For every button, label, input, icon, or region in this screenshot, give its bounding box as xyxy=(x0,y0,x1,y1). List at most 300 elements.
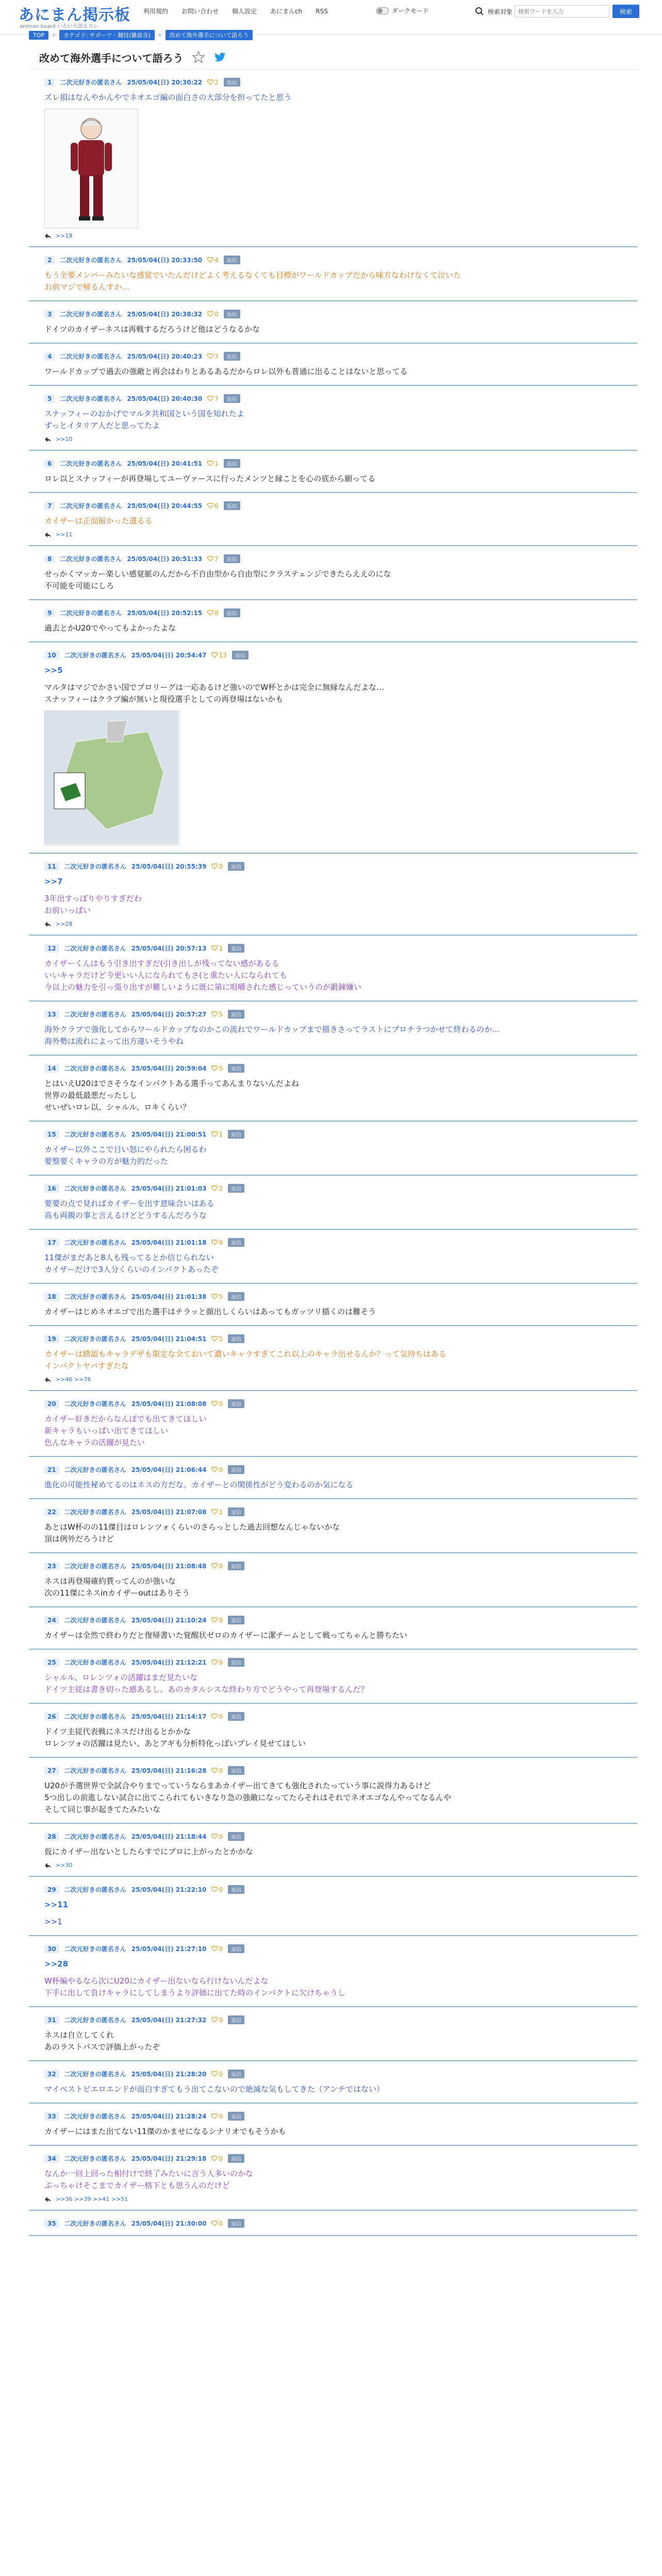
nav-contact[interactable]: お問い合わせ xyxy=(181,8,219,15)
post-header xyxy=(44,501,637,510)
post-author: 二次元好きの匿名さん xyxy=(64,2071,126,2078)
reply-button[interactable]: 返信 xyxy=(224,501,240,510)
post-number[interactable]: 18 xyxy=(44,1293,59,1301)
post-date: 25/05/04(日) 20:41:51 xyxy=(127,460,203,467)
post-body: あとはW杯のの11傑目はロレンツォくらいのさらっとした過去回想なんじゃないかな 頂は例外だろうけど xyxy=(44,1522,340,1544)
post-date: 25/05/04(日) 20:57:27 xyxy=(131,1011,207,1018)
post-number[interactable]: 12 xyxy=(44,944,59,953)
reply-links[interactable] xyxy=(44,436,637,443)
heart-icon xyxy=(211,863,218,869)
post-item xyxy=(29,936,637,1002)
post-author: 二次元好きの匿名さん xyxy=(64,1335,126,1343)
like-counter[interactable] xyxy=(211,1713,223,1720)
reply-button[interactable]: 返信 xyxy=(228,862,244,871)
heart-icon xyxy=(211,2113,218,2119)
post-date: 25/05/04(日) 21:22:10 xyxy=(131,1886,207,1893)
breadcrumb-category[interactable]: カテゴリ: サポーツ・競技(雑談含) xyxy=(59,30,155,40)
heart-icon xyxy=(207,461,213,466)
post-date: 25/05/04(日) 21:18:44 xyxy=(131,1833,207,1840)
heart-icon xyxy=(211,1294,218,1299)
reply-links[interactable] xyxy=(44,232,637,239)
like-count: 0 xyxy=(219,1466,223,1473)
heart-icon xyxy=(207,311,213,317)
reply-button[interactable]: 返信 xyxy=(228,2219,244,2228)
reply-button[interactable]: 返信 xyxy=(228,1658,244,1667)
reply-button[interactable]: 返信 xyxy=(228,1885,244,1894)
reply-arrow-icon xyxy=(44,921,52,927)
post-author: 二次元好きの匿名さん xyxy=(64,1400,126,1408)
dark-mode-toggle[interactable] xyxy=(376,6,429,15)
post-item xyxy=(29,1553,637,1607)
post-header xyxy=(44,1399,637,1408)
post-item xyxy=(29,2104,637,2146)
like-count: 0 xyxy=(219,2016,223,2024)
post-author: 二次元好きの匿名さん xyxy=(60,502,122,510)
heart-icon xyxy=(211,1617,218,1623)
post-item xyxy=(29,386,637,451)
reply-button[interactable]: 返信 xyxy=(224,608,240,617)
post-header xyxy=(44,1616,637,1624)
reply-button[interactable]: 返信 xyxy=(228,1507,244,1516)
post-header xyxy=(44,608,637,617)
character-image[interactable] xyxy=(44,109,138,228)
reply-button[interactable]: 返信 xyxy=(228,1465,244,1474)
post-item xyxy=(29,2146,637,2211)
post-header xyxy=(44,1885,637,1894)
like-counter[interactable] xyxy=(207,460,219,467)
post-date: 25/05/04(日) 21:27:32 xyxy=(131,2016,207,2024)
post-body: シャルル、ロレンツォの活躍はまだ見たいな ドイツ主従は書き切った感あるし、あのカタルシスな終わり方でどうやって再登場するんだ？ xyxy=(44,1673,369,1694)
reply-button[interactable]: 返信 xyxy=(224,394,240,403)
post-item xyxy=(29,1758,637,1824)
post-number[interactable]: 10 xyxy=(44,651,59,659)
nav-settings[interactable]: 個人設定 xyxy=(232,8,257,15)
post-author: 二次元好きの匿名さん xyxy=(64,1617,126,1624)
post-body: カイザーは踏認もキャラデザも限定な全ておいて濃いキャラすぎてこれ以上のキャラ出せるんか？って気持ちはある インパクトヤバすぎたな xyxy=(44,1349,446,1370)
post-item xyxy=(29,451,637,493)
post-header xyxy=(44,2154,637,2163)
like-count: 3 xyxy=(214,352,219,360)
like-counter[interactable] xyxy=(211,1065,223,1072)
post-date: 25/05/04(日) 20:55:39 xyxy=(131,863,207,870)
like-counter[interactable] xyxy=(211,2113,223,2120)
post-body: ズレ損はなんやかんやでネオエゴ編の面白さの大部分を担ってたと思う xyxy=(44,93,292,102)
like-counter[interactable] xyxy=(207,395,219,402)
post-header xyxy=(44,1130,637,1139)
reply-button[interactable]: 返信 xyxy=(228,1712,244,1721)
heart-icon xyxy=(211,1509,218,1515)
like-count: 5 xyxy=(219,1293,223,1300)
post-body: マルタはマジでかさい国でプロリーグは一応あるけど強いのでW杯とかは完全に無縁なんだよな… スナッフィーはクラブ編が無いと現役選手としての再登場はないかも xyxy=(44,683,385,704)
post-number[interactable]: 7 xyxy=(44,502,55,510)
post-date: 25/05/04(日) 21:10:24 xyxy=(131,1617,207,1624)
post-author: 二次元好きの匿名さん xyxy=(64,863,126,870)
heart-icon xyxy=(207,79,213,85)
europe-map-image[interactable] xyxy=(44,710,179,845)
like-count: 0 xyxy=(219,2112,223,2120)
reply-link-text[interactable]: >>10 xyxy=(56,436,73,443)
post-number[interactable]: 11 xyxy=(44,862,59,871)
like-counter[interactable] xyxy=(211,2220,223,2227)
post-body: カイザーは全然で終わりだと復帰書いた覚醒状ゼロのカイザーに潔チームとして戦ってちゃんと勝ちたい xyxy=(44,1631,408,1640)
nav-terms[interactable]: 利用規約 xyxy=(143,8,169,15)
heart-icon xyxy=(211,2221,218,2226)
like-counter[interactable] xyxy=(207,502,219,510)
post-body: ネスは再登場確約貰ってんのが強いな 次の11傑にネスinカイザーoutはありそう xyxy=(44,1577,190,1598)
post-item xyxy=(29,546,637,600)
like-count: 9 xyxy=(219,1239,223,1246)
post-date: 25/05/04(日) 21:30:00 xyxy=(131,2220,207,2227)
post-body: カイザーはじめネオエゴで出た選手はチラッと顔出しくらいはあってもガッツリ描くのは難そう xyxy=(44,1307,376,1316)
heart-icon xyxy=(211,1467,218,1472)
post-body: カイザーにはまた出てない11傑のかませになるシナリオでもそうかも xyxy=(44,2127,286,2136)
reply-button[interactable]: 返信 xyxy=(224,310,240,318)
like-counter[interactable] xyxy=(211,945,223,952)
post-author: 二次元好きの匿名さん xyxy=(64,1833,126,1840)
post-header xyxy=(44,1184,637,1193)
post-number[interactable]: 35 xyxy=(44,2219,59,2228)
post-header xyxy=(44,2015,637,2024)
post-author: 二次元好きの匿名さん xyxy=(60,555,122,563)
post-date: 25/05/04(日) 20:51:33 xyxy=(127,555,203,563)
post-body: カイザーは正面揃かった遺るる xyxy=(44,516,153,526)
like-count: 0 xyxy=(219,862,223,870)
post-number[interactable]: 22 xyxy=(44,1508,59,1516)
post-anchor[interactable]: >>5 xyxy=(44,666,63,675)
reply-button[interactable]: 返信 xyxy=(228,1944,244,1953)
reply-button[interactable]: 返信 xyxy=(224,352,240,361)
like-counter[interactable] xyxy=(207,555,219,563)
like-count: 1 xyxy=(219,944,223,952)
like-counter[interactable] xyxy=(211,1563,223,1570)
post-body: U20が予選世界で全試合やりまでっていうならまあカイザー出てきても強化されたっていう事に説得力あるけど 5つ出しの前進しない試合に出てこられてもいきなり急の強敵になってたらそれはそれでネオエゴなんやってなるんや そして同じ事が起きてたみたいな xyxy=(44,1781,451,1814)
heart-icon xyxy=(207,503,213,509)
like-count: 7 xyxy=(214,555,219,563)
breadcrumb-top[interactable]: TOP xyxy=(29,31,48,40)
post-number[interactable]: 3 xyxy=(44,310,55,318)
post-body: 仮にカイザー出ないとしたらすでにプロに上がったとかかな xyxy=(44,1847,254,1856)
like-count: 0 xyxy=(219,1658,223,1666)
post-body: とはいえU20はでさそうなインパクトある選手ってあんまりないんだよね 世界の最低最悪だったしし せいぜいロレ以、シャルル、ロキくらい？ xyxy=(44,1079,300,1112)
reply-button[interactable]: 返信 xyxy=(224,78,240,87)
reply-button[interactable]: 返信 xyxy=(228,1238,244,1247)
like-counter[interactable] xyxy=(211,1886,223,1893)
like-count: 0 xyxy=(219,2070,223,2078)
reply-arrow-icon xyxy=(44,233,52,239)
post-number[interactable]: 14 xyxy=(44,1064,59,1073)
post-date: 25/05/04(日) 20:54:47 xyxy=(131,652,207,659)
reply-button[interactable]: 返信 xyxy=(228,1334,244,1343)
reply-button[interactable]: 返信 xyxy=(228,1184,244,1193)
post-header xyxy=(44,1010,637,1019)
post-number[interactable]: 17 xyxy=(44,1239,59,1247)
post-item xyxy=(29,1650,637,1704)
breadcrumb-thread[interactable]: 改めて海外選手について語ろう xyxy=(166,30,253,40)
like-counter[interactable] xyxy=(207,257,219,264)
post-number[interactable]: 27 xyxy=(44,1767,59,1775)
reply-button[interactable]: 返信 xyxy=(228,1832,244,1841)
post-number[interactable]: 24 xyxy=(44,1616,59,1624)
like-count: 2 xyxy=(214,78,219,86)
like-count: 1 xyxy=(219,1130,223,1138)
reply-links[interactable] xyxy=(44,921,637,927)
heart-icon xyxy=(211,1659,218,1665)
post-body: 海外クラブで強化してからワールドカップなのかこの流れでワールドカップまで描きさってラストにプロチラつかせて終わるのか… 海外勢は流れによって出方違いそうやね xyxy=(44,1025,500,1046)
heart-icon xyxy=(211,1065,218,1071)
reply-button[interactable]: 返信 xyxy=(228,1766,244,1775)
post-number[interactable]: 6 xyxy=(44,460,55,468)
heart-icon xyxy=(211,2017,218,2023)
post-author: 二次元好きの匿名さん xyxy=(64,1509,126,1516)
post-author: 二次元好きの匿名さん xyxy=(64,2155,126,2162)
reply-button[interactable]: 返信 xyxy=(228,1010,244,1019)
post-item xyxy=(29,1499,637,1553)
post-header xyxy=(44,1334,637,1343)
like-count: 13 xyxy=(219,651,227,659)
thread-main xyxy=(29,45,637,2236)
like-counter[interactable] xyxy=(211,1131,223,1138)
post-date: 25/05/04(日) 21:00:51 xyxy=(131,1131,207,1138)
post-author: 二次元好きの匿名さん xyxy=(64,2016,126,2024)
like-count: 0 xyxy=(219,2155,223,2162)
reply-link-text[interactable]: >>28 xyxy=(56,921,73,927)
like-counter[interactable] xyxy=(211,652,226,659)
post-header xyxy=(44,862,637,871)
post-number[interactable]: 15 xyxy=(44,1130,59,1139)
reply-button[interactable]: 返信 xyxy=(224,256,240,264)
post-date: 25/05/04(日) 21:07:08 xyxy=(131,1509,207,1516)
search-icon xyxy=(474,6,485,16)
post-number[interactable]: 2 xyxy=(44,256,55,264)
post-item xyxy=(29,70,637,247)
post-item xyxy=(29,1230,637,1284)
like-counter[interactable] xyxy=(211,1466,223,1473)
post-date: 25/05/04(日) 20:52:15 xyxy=(127,609,203,617)
reply-links[interactable] xyxy=(44,531,637,538)
reply-button[interactable]: 返信 xyxy=(224,459,240,468)
post-date: 25/05/04(日) 21:14:17 xyxy=(131,1713,207,1720)
post-body: 過去とかU20でやってもよかったよな xyxy=(44,623,176,633)
like-count: 5 xyxy=(219,1064,223,1072)
post-author: 二次元好きの匿名さん xyxy=(64,1886,126,1893)
post-header xyxy=(44,2219,637,2228)
post-anchor[interactable]: >>11 xyxy=(44,1900,69,1909)
post-header xyxy=(44,78,637,87)
post-header xyxy=(44,1465,637,1474)
reply-links[interactable] xyxy=(44,2196,637,2202)
post-number[interactable]: 20 xyxy=(44,1400,59,1408)
reply-links[interactable] xyxy=(44,1862,637,1869)
post-number[interactable]: 19 xyxy=(44,1335,59,1343)
post-number[interactable]: 9 xyxy=(44,609,55,617)
like-counter[interactable] xyxy=(211,1617,223,1624)
reply-button[interactable]: 返信 xyxy=(228,1130,244,1139)
post-body: 進化の可能性秘めてるのはネスの方だな。カイザーとの関係性がどう変わるのか気になる xyxy=(44,1480,354,1489)
post-item xyxy=(29,2211,637,2236)
post-body: 3年出すっぽりやりすぎだわ お前いっぱい xyxy=(44,894,142,915)
post-number[interactable]: 4 xyxy=(44,352,55,361)
like-count: 7 xyxy=(214,395,219,402)
reply-link-text[interactable]: >>46 >>76 xyxy=(56,1376,91,1383)
nav-animanch[interactable]: あにまんch xyxy=(270,8,303,15)
reply-button[interactable]: 返信 xyxy=(228,2015,244,2024)
post-number[interactable]: 13 xyxy=(44,1010,59,1019)
post-body: ロレ以とスナッフィーが再登場してユーヴァースに行ったメンツと縁ことを心の底から願ってる xyxy=(44,474,376,483)
post-number[interactable]: 21 xyxy=(44,1466,59,1474)
like-counter[interactable] xyxy=(211,1659,223,1666)
like-counter[interactable] xyxy=(207,79,219,86)
heart-icon xyxy=(211,2071,218,2077)
post-number[interactable]: 32 xyxy=(44,2070,59,2078)
twitter-share-icon[interactable] xyxy=(213,50,227,64)
post-header xyxy=(44,1658,637,1667)
post-item xyxy=(29,1936,637,2007)
like-counter[interactable] xyxy=(211,1400,223,1408)
toggle-switch[interactable] xyxy=(376,7,389,14)
like-counter[interactable] xyxy=(211,863,223,870)
post-number[interactable]: 30 xyxy=(44,1945,59,1953)
post-number[interactable]: 33 xyxy=(44,2112,59,2121)
post-author: 二次元好きの匿名さん xyxy=(64,1185,126,1192)
like-counter[interactable] xyxy=(211,2016,223,2024)
favorite-star-icon[interactable] xyxy=(192,50,205,64)
post-header xyxy=(44,2112,637,2121)
post-header xyxy=(44,1944,637,1953)
like-counter[interactable] xyxy=(207,311,219,318)
post-date: 25/05/04(日) 21:08:48 xyxy=(131,1563,207,1570)
like-counter[interactable] xyxy=(211,1239,223,1246)
like-counter[interactable] xyxy=(211,1335,223,1343)
reply-button[interactable]: 返信 xyxy=(228,1562,244,1570)
reply-button[interactable]: 返信 xyxy=(228,1616,244,1624)
like-counter[interactable] xyxy=(211,1767,223,1774)
post-number[interactable]: 5 xyxy=(44,395,55,403)
post-author: 二次元好きの匿名さん xyxy=(64,1239,126,1246)
reply-button[interactable]: 返信 xyxy=(228,2154,244,2163)
post-body: ドイツ主従代表戦にネスだけ出るとかかな ロレンツォの活躍は見たい、あとアギも分析特化っぽいプレイ見せてほしい xyxy=(44,1727,306,1748)
reply-link-text[interactable]: >>30 xyxy=(56,1862,73,1869)
reply-links[interactable] xyxy=(44,1376,637,1383)
reply-link-text[interactable]: >>11 xyxy=(56,531,73,538)
reply-arrow-icon xyxy=(44,2196,52,2202)
heart-icon xyxy=(211,1946,218,1952)
post-number[interactable]: 1 xyxy=(44,78,55,87)
post-number[interactable]: 34 xyxy=(44,2155,59,2163)
post-author: 二次元好きの匿名さん xyxy=(64,945,126,952)
like-counter[interactable] xyxy=(207,353,219,360)
post-author: 二次元好きの匿名さん xyxy=(64,1293,126,1300)
search-input[interactable] xyxy=(515,5,609,18)
post-anchor[interactable]: >>7 xyxy=(44,877,63,886)
heart-icon xyxy=(211,1887,218,1892)
post-anchor[interactable]: >>28 xyxy=(44,1959,69,1969)
post-number[interactable]: 23 xyxy=(44,1562,59,1570)
post-author: 二次元好きの匿名さん xyxy=(64,2220,126,2227)
post-header xyxy=(44,2070,637,2078)
site-logo[interactable]: あにまん掲示板 xyxy=(19,6,130,24)
post-header xyxy=(44,1238,637,1247)
post-item xyxy=(29,2061,637,2104)
post-header xyxy=(44,1064,637,1073)
post-body: >>1 xyxy=(44,1917,62,1926)
like-counter[interactable] xyxy=(211,1185,223,1192)
post-body: W杯編やるなら次にU20にカイザー出ないなら行けないんだよな 下手に出して負けキャラにしてしまうより評価に出てた時のインパクトに欠けちゃうし xyxy=(44,1976,345,1997)
post-date: 25/05/04(日) 20:44:55 xyxy=(127,502,203,510)
header-nav xyxy=(137,6,335,16)
like-counter[interactable] xyxy=(211,2155,223,2162)
post-header xyxy=(44,459,637,468)
heart-icon xyxy=(211,1336,218,1342)
post-number[interactable]: 8 xyxy=(44,555,55,563)
post-body: ドイツのカイザーネスは再戦するだろうけど他はどうなるかな xyxy=(44,325,260,334)
like-counter[interactable] xyxy=(211,1293,223,1300)
heart-icon xyxy=(207,257,213,263)
post-item xyxy=(29,2007,637,2061)
reply-link-text[interactable]: >>19 xyxy=(56,232,73,239)
nav-rss[interactable]: RSS xyxy=(316,8,328,15)
reply-button[interactable]: 返信 xyxy=(224,554,240,563)
post-date: 25/05/04(日) 20:40:30 xyxy=(127,395,203,402)
post-author: 二次元好きの匿名さん xyxy=(64,2113,126,2120)
like-counter[interactable] xyxy=(207,609,219,617)
post-number[interactable]: 16 xyxy=(44,1184,59,1193)
like-counter[interactable] xyxy=(211,1833,223,1840)
reply-button[interactable]: 返信 xyxy=(232,651,249,659)
post-number[interactable]: 29 xyxy=(44,1886,59,1894)
reply-link-text[interactable]: >>36 >>39 >>41 >>51 xyxy=(56,2196,128,2202)
site-header xyxy=(0,0,662,39)
post-date: 25/05/04(日) 21:28:24 xyxy=(131,2113,207,2120)
like-count: 0 xyxy=(219,1767,223,1774)
reply-button[interactable]: 返信 xyxy=(228,2070,244,2078)
heart-icon xyxy=(211,1714,218,1719)
post-item xyxy=(29,301,637,344)
post-author: 二次元好きの匿名さん xyxy=(64,1466,126,1473)
reply-button[interactable]: 返信 xyxy=(228,1064,244,1073)
post-number[interactable]: 26 xyxy=(44,1713,59,1721)
reply-arrow-icon xyxy=(44,532,52,538)
post-number[interactable]: 28 xyxy=(44,1833,59,1841)
reply-button[interactable]: 返信 xyxy=(228,1292,244,1301)
like-counter[interactable] xyxy=(211,1945,223,1953)
post-body: せっかくマッカー楽しい感覚脈のんだから不自由型から自由型にクラステェンジできたらええのにな 不可能を可能にしろ xyxy=(44,569,391,590)
search-button[interactable]: 検索 xyxy=(613,5,639,18)
site-logo-subtitle: animan board いろいろ語るスレ xyxy=(20,24,98,29)
post-author: 二次元好きの匿名さん xyxy=(64,1659,126,1666)
like-count: 4 xyxy=(214,256,219,264)
post-number[interactable]: 25 xyxy=(44,1658,59,1667)
post-author: 二次元好きの匿名さん xyxy=(64,1563,126,1570)
like-counter[interactable] xyxy=(211,1509,223,1516)
post-list xyxy=(29,70,637,2236)
post-author: 二次元好きの匿名さん xyxy=(60,460,122,467)
post-item xyxy=(29,1457,637,1499)
post-date: 25/05/04(日) 21:28:20 xyxy=(131,2071,207,2078)
reply-arrow-icon xyxy=(44,436,52,443)
reply-button[interactable]: 返信 xyxy=(228,1399,244,1408)
post-number[interactable]: 31 xyxy=(44,2016,59,2024)
post-date: 25/05/04(日) 20:30:22 xyxy=(127,79,203,86)
post-item xyxy=(29,1002,637,1056)
reply-button[interactable]: 返信 xyxy=(228,944,244,953)
post-item xyxy=(29,642,637,854)
like-count: 0 xyxy=(214,310,219,318)
thread-title-row xyxy=(29,45,637,70)
like-counter[interactable] xyxy=(211,1011,223,1018)
reply-button[interactable]: 返信 xyxy=(228,2112,244,2121)
post-header xyxy=(44,1766,637,1775)
like-counter[interactable] xyxy=(211,2071,223,2078)
